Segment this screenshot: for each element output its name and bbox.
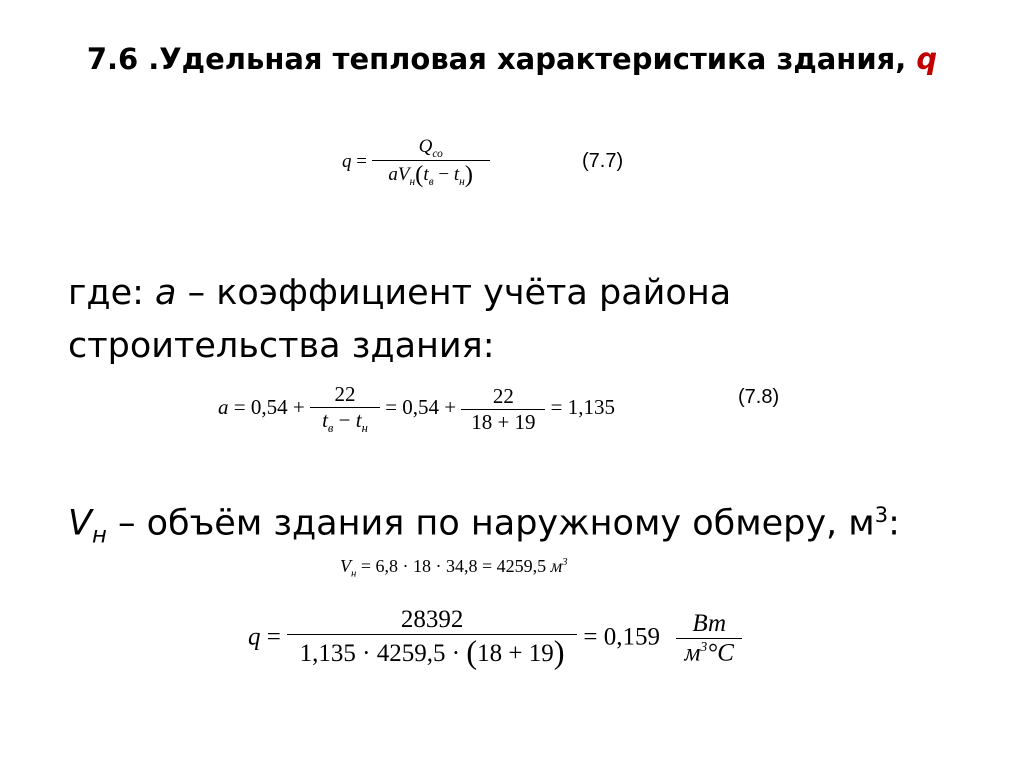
eq77-fraction <box>372 136 490 189</box>
vn-description: $V_н$ – объём здания по наружному обмеру, $м^3$: <box>68 503 900 549</box>
equation-7-7 <box>342 136 490 189</box>
eq78-fraction-2: $\frac{22}{18 + 19}$ <box>461 384 545 435</box>
where-line-1: где: a – коэффициент учёта района <box>68 273 732 313</box>
eq77-q: q <box>342 150 352 172</box>
slide-title <box>0 42 1024 76</box>
equation-7-7-number: (7.7) <box>582 150 624 172</box>
equation-q-result: q = $\frac{28392}{1,135 \cdot 4259,5 \cdot (18 + 19)}$ = 0,159 $\frac{Вт}{м^3^\circ C}$ <box>248 606 742 672</box>
eq77-numerator: $Q_{со}$ <box>418 136 443 160</box>
slide-title-text: 7.6 .Удельная тепловая характеристика здания, <box>86 42 917 76</box>
eq77-equals: = <box>356 150 367 172</box>
equation-vn: $V_н = 6,8 \cdot 18 \cdot 34,8 = 4259,5$ $м^3$ <box>340 556 568 580</box>
where-line-2: строительства здания: <box>68 326 495 366</box>
eq77-denominator: $aV_н(t_в - t_н)$ <box>372 160 490 189</box>
eq78-fraction-1: $\frac{22}{t_в - t_н}$ <box>310 382 380 436</box>
equation-7-8: a = 0,54 + $\frac{22}{t_в - t_н}$ = 0,54 + $\frac{22}{18 + 19}$ = 1,135 <box>218 382 615 436</box>
equation-7-8-number: (7.8) <box>738 386 780 408</box>
slide-title-accent: q <box>916 42 938 76</box>
eq-q-unit: $\frac{Вт}{м^3^\circ C}$ <box>676 610 742 667</box>
eq-q-fraction: $\frac{28392}{1,135 \cdot 4259,5 \cdot (18 + 19)}$ <box>287 606 577 672</box>
